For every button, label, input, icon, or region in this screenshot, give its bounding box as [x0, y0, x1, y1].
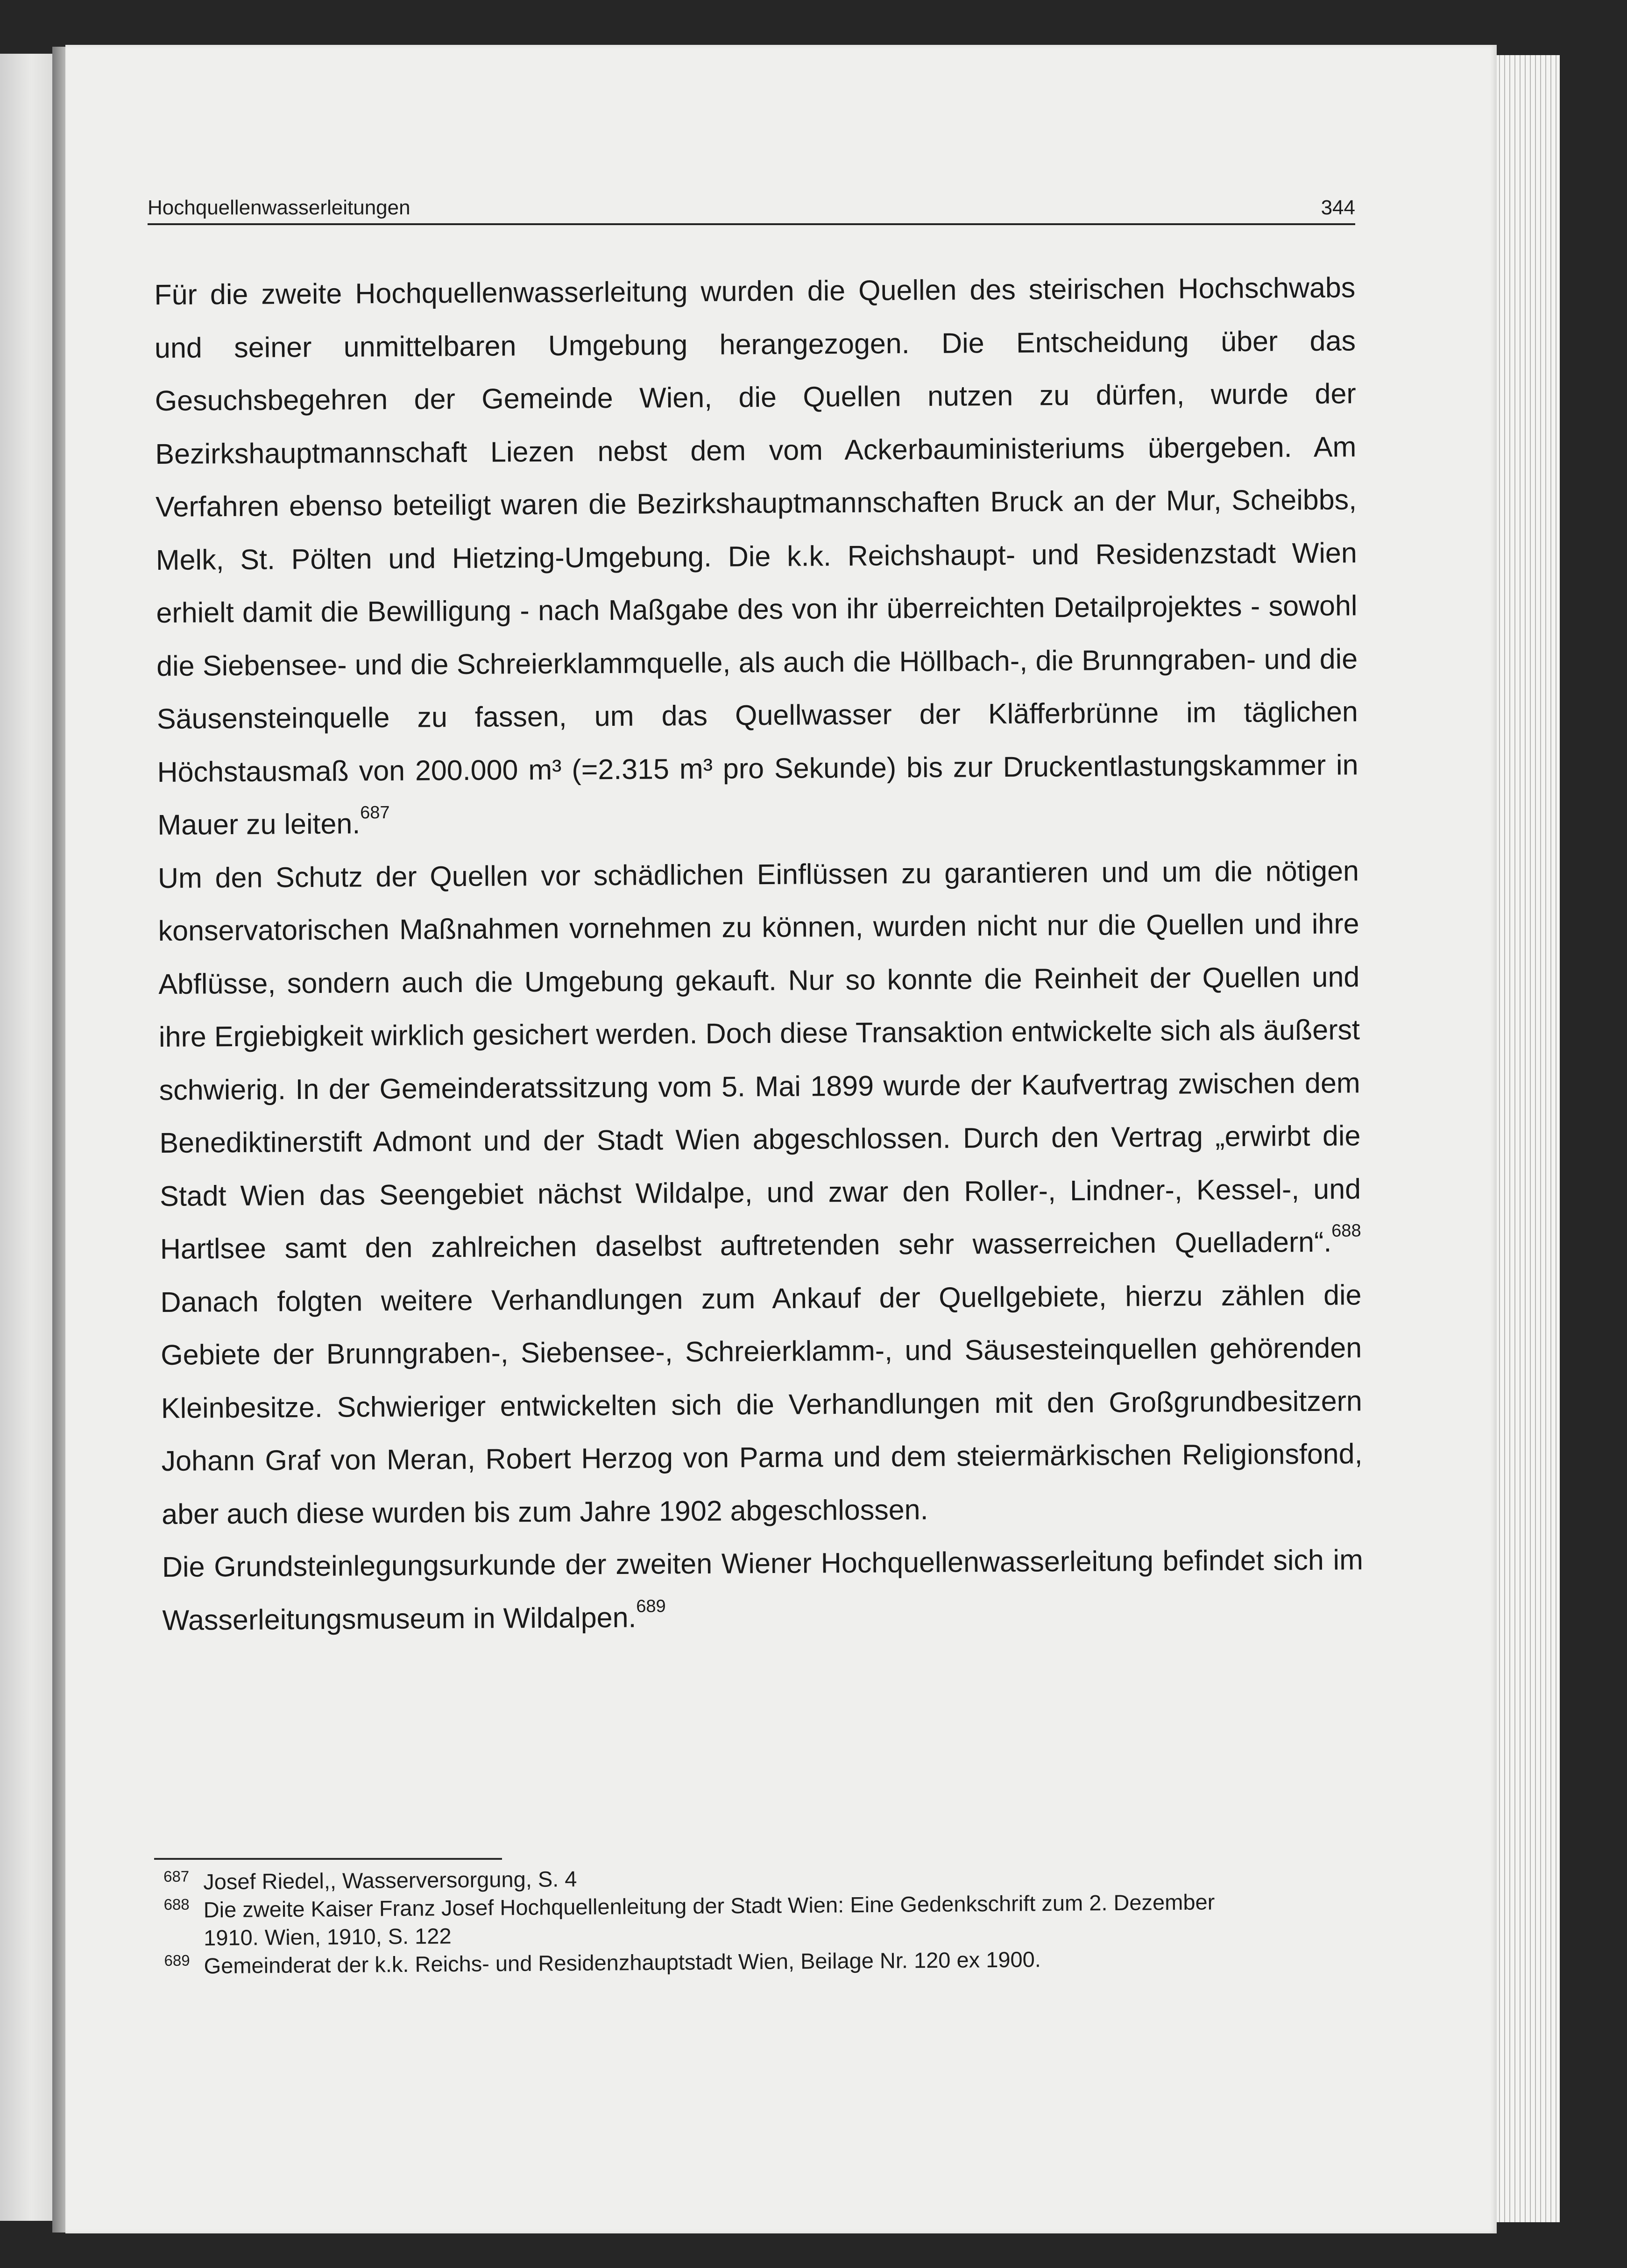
page-number: 344 [1321, 196, 1355, 219]
paragraph-text: Um den Schutz der Quellen vor schädlichen Einflüssen zu garantieren und um die nötigen konservatorischen Maßnahmen vornehmen zu können, wurden nicht nur die Quellen und ihre Abflüsse, sondern auch die Umgebung gekauft. Nur so konnte die Reinheit der Quellen und ihre Ergiebigkeit wirklich gesichert werden. Doch diese Transaktion entwickelte sich als äußerst schwierig. In der Gemeinderatssitzung vom 5. Mai 1899 wurde der Kaufvertrag zwischen dem Benediktinerstift Admont und der Stadt Wien abgeschlossen. Durch den Vertrag „erwirbt die Stadt Wien das Seengebiet nächst Wildalpe, und zwar den Roller-, Lindner-, Kessel-, und Hartlsee samt den zahlreichen daselbst auftretenden sehr wasserreichen Quelladern“. [157, 854, 1361, 1265]
footnotes [163, 1859, 1276, 1980]
facing-page-edge [0, 54, 52, 2221]
body-text [154, 261, 1364, 1647]
paragraph-text-continued: Danach folgten weitere Verhandlungen zum Ankauf der Quellgebiete, hierzu zählen die Gebiete der Brunngraben-, Siebensee-, Schreierklamm-, und Säusesteinquellen gehörenden Kleinbesitze. Schwieriger entwickelten sich die Verhandlungen mit den Großgrundbesitzern Johann Graf von Meran, Robert Herzog von Parma und dem steiermärkischen Religionsfond, aber auch diese wurden bis zum Jahre 1902 abgeschlossen. [160, 1278, 1363, 1530]
paragraph-text: Die Grundsteinlegungsurkunde der zweiten Wiener Hochquellenwasserleitung befindet sich im Wasserleitungsmuseum in Wildalpen. [162, 1544, 1364, 1636]
book-gutter [52, 47, 66, 2233]
footnote-text: Gemeinderat der k.k. Reichs- und Residenzhauptstadt Wien, Beilage Nr. 120 ex 1900. [204, 1947, 1041, 1978]
footnote-688 [163, 1887, 1275, 1952]
page-block-edges [1490, 55, 1560, 2222]
footnote-separator [154, 1858, 502, 1860]
footnote-number: 687 [163, 1867, 190, 1885]
footnote-ref-689: 689 [636, 1596, 666, 1616]
footnote-ref-688: 688 [1331, 1221, 1361, 1241]
footnote-number: 688 [163, 1895, 190, 1913]
footnote-text: Josef Riedel,, Wasserversorgung, S. 4 [203, 1866, 577, 1894]
running-title: Hochquellenwasserleitungen [148, 196, 410, 219]
paragraph-2 [158, 844, 1363, 1541]
paragraph-3 [162, 1533, 1364, 1647]
page-header [148, 181, 1355, 225]
footnote-ref-687: 687 [360, 802, 390, 823]
footnote-text: Die zweite Kaiser Franz Josef Hochquellenleitung der Stadt Wien: Eine Gedenkschrift zum 2. Dezember 1910. Wien, 1910, S. 122 [203, 1889, 1215, 1950]
paragraph-1 [154, 261, 1359, 851]
paragraph-text: Für die zweite Hochquellenwasserleitung wurden die Quellen des steirischen Hochschwabs und seiner unmittelbaren Umgebung herangezogen. Die Entscheidung über das Gesuchsbegehren der Gemeinde Wien, die Quellen nutzen zu dürfen, wurde der Bezirkshauptmannschaft Liezen nebst dem vom Ackerbauministeriums übergeben. Am Verfahren ebenso beteiligt waren die Bezirkshauptmannschaften Bruck an der Mur, Scheibbs, Melk, St. Pölten und Hietzing-Umgebung. Die k.k. Reichshaupt- und Residenzstadt Wien erhielt damit die Bewilligung - nach Maßgabe des von ihr überreichten Detailprojektes - sowohl die Siebensee- und die Schreierklammquelle, als auch die Höllbach-, die Brunngraben- und die Säusensteinquelle zu fassen, um das Quellwasser der Kläfferbrünne im täglichen Höchstausmaß von 200.000 m³ (=2.315 m³ pro Sekunde) bis zur Druckentlastungskammer in Mauer zu leiten. [154, 271, 1358, 841]
footnote-number: 689 [164, 1951, 190, 1969]
